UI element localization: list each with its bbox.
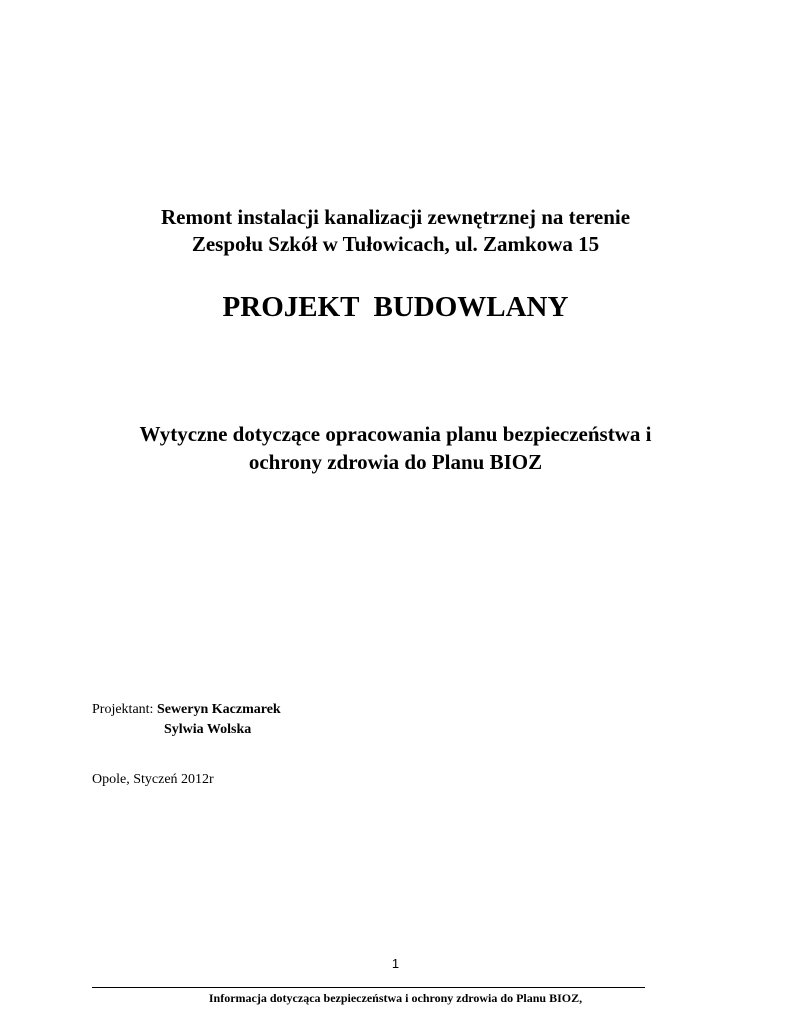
project-subject-line-1: Remont instalacji kanalizacji zewnętrznej na terenie bbox=[160, 205, 631, 229]
designer-label: Projektant: bbox=[92, 702, 154, 717]
designer-block bbox=[92, 700, 281, 740]
project-type-text: PROJEKT BUDOWLANY bbox=[222, 291, 569, 323]
designer-name-1: Seweryn Kaczmarek bbox=[156, 702, 281, 717]
guidelines-line-1: Wytyczne dotyczące opracowania planu bezpieczeństwa i bbox=[139, 422, 652, 446]
designer-name-2: Sylwia Wolska bbox=[164, 722, 252, 737]
guidelines-heading bbox=[0, 420, 791, 476]
place-and-date: Opole, Styczeń 2012r bbox=[92, 772, 214, 787]
project-type-heading bbox=[0, 290, 791, 324]
page-number: 1 bbox=[391, 956, 400, 971]
designer-row-2 bbox=[92, 720, 281, 740]
project-subject-line-2: Zespołu Szkół w Tułowicach, ul. Zamkowa 15 bbox=[191, 232, 600, 256]
designer-row-1 bbox=[92, 700, 281, 720]
project-subject bbox=[0, 204, 791, 258]
footer-divider bbox=[92, 987, 645, 988]
footer-running-title: Informacja dotycząca bezpieczeństwa i ochrony zdrowia do Planu BIOZ, bbox=[208, 991, 583, 1005]
guidelines-line-2: ochrony zdrowia do Planu BIOZ bbox=[248, 450, 543, 474]
